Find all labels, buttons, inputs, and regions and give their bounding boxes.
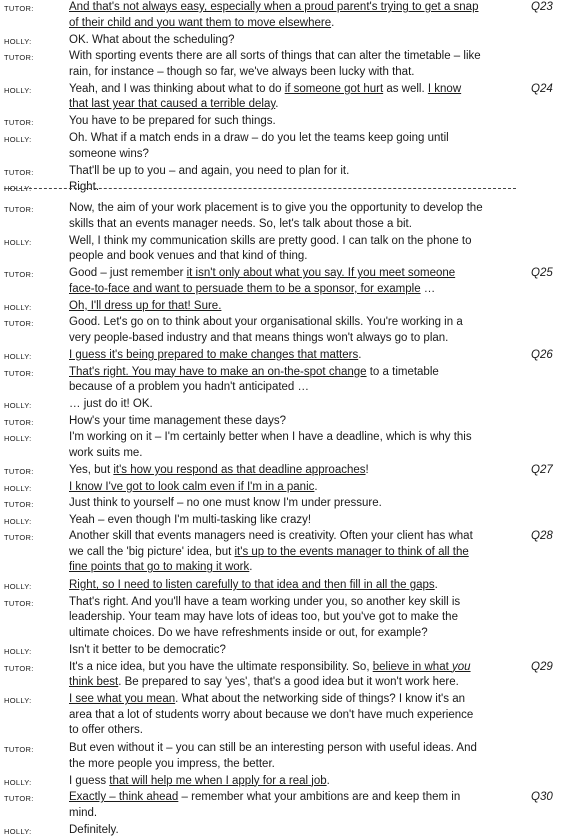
dialogue-text	[69, 790, 519, 821]
speaker-label: HOLLY:	[4, 401, 32, 411]
text-segment: to a timetable	[366, 365, 439, 378]
text-segment: to offer others.	[69, 724, 143, 737]
dialogue-line	[69, 806, 519, 822]
dialogue-text	[69, 164, 519, 180]
dialogue-line	[69, 660, 519, 676]
dialogue-line	[69, 147, 519, 163]
dialogue-line	[69, 282, 519, 298]
speaker-label: HOLLY:	[4, 237, 32, 247]
dialogue-text	[69, 348, 519, 364]
underlined-answer-text: Right, so I need to listen carefully to that idea and then fill in all the gaps	[69, 579, 435, 591]
dialogue-line	[69, 249, 519, 265]
dialogue-line	[69, 365, 519, 381]
underlined-answer-text: And that's not always easy, especially when a proud parent's trying to get a snap	[69, 1, 479, 13]
underlined-answer-text: it's up to the events manager to think of all the	[234, 545, 469, 558]
underlined-answer-text: of their child and you want them to move elsewhere	[69, 16, 332, 29]
dialogue-text	[69, 823, 519, 839]
dialogue-line	[69, 82, 519, 98]
text-segment: people and book venues and that kind of thing.	[69, 250, 308, 263]
dialogue-text	[69, 643, 519, 659]
speaker-label: TUTOR:	[4, 663, 34, 673]
dialogue-line	[69, 266, 519, 282]
text-segment: Yeah – even though I'm multi-tasking like crazy!	[69, 513, 312, 526]
dialogue-line	[69, 97, 519, 113]
dialogue-line	[69, 741, 519, 757]
text-segment: Another skill that events managers need is creativity. Often your client has what	[69, 530, 473, 543]
underlined-answer-text: I see what you mean	[69, 693, 176, 706]
speaker-label: HOLLY:	[4, 483, 32, 493]
text-segment: Good. Let's go on to think about your organisational skills. You're working in a	[69, 316, 463, 329]
text-segment: because of a problem you hadn't anticipated …	[69, 381, 310, 394]
underlined-answer-text: it's how you respond as that deadline approaches	[113, 464, 366, 476]
speaker-label: HOLLY:	[4, 516, 32, 526]
dialogue-text	[69, 595, 519, 642]
text-segment: That's right. And you'll have a team working under you, so another key skill is	[69, 595, 461, 608]
dialogue-text	[69, 33, 519, 49]
underlined-answer-text: I know I've got to look calm even if I'm in a panic	[69, 480, 315, 493]
dialogue-text	[69, 82, 519, 113]
text-segment: rain, for instance – though so far, we've always been lucky with that.	[69, 65, 415, 78]
dialogue-text	[69, 414, 519, 430]
speaker-label: TUTOR:	[4, 467, 34, 476]
text-segment: !	[365, 464, 369, 476]
speaker-label: TUTOR:	[4, 500, 34, 510]
text-segment: I'm working on it – I'm certainly better when I have a deadline, which is why this	[69, 431, 472, 444]
text-segment: Isn't it better to be democratic?	[69, 644, 226, 657]
dialogue-line	[69, 578, 519, 594]
text-segment: You have to be prepared for such things.	[69, 115, 276, 128]
text-segment: … just do it! OK.	[69, 398, 153, 411]
dialogue-line	[69, 414, 519, 430]
dialogue-line	[69, 234, 519, 250]
underlined-answer-text: I know	[427, 82, 462, 95]
speaker-label: TUTOR:	[4, 533, 34, 543]
dialogue-text	[69, 365, 519, 396]
text-segment: It's a nice idea, but you have the ultimate responsibility. So,	[69, 660, 373, 673]
dialogue-text	[69, 741, 519, 772]
text-segment: .	[331, 16, 335, 29]
dialogue-line	[69, 708, 519, 724]
text-segment: Now, the aim of your work placement is to give you the opportunity to develop the	[69, 202, 483, 214]
dialogue-text	[69, 201, 519, 232]
text-segment: we call the 'big picture' idea, but	[69, 545, 235, 558]
dialogue-line	[69, 610, 519, 626]
dialogue-text	[69, 131, 519, 162]
text-segment: . What about the networking side of things? I know it's an	[175, 693, 465, 706]
dialogue-line	[69, 823, 519, 839]
dialogue-line	[69, 131, 519, 147]
underlined-answer-text: you	[452, 660, 471, 673]
speaker-label: HOLLY:	[4, 582, 32, 591]
underlined-answer-text: think best	[69, 676, 119, 689]
dialogue-text	[69, 774, 519, 790]
speaker-label: TUTOR:	[4, 745, 34, 754]
underlined-answer-text: that will help me when I apply for a real job	[109, 774, 327, 787]
text-segment: Just think to yourself – no one must know I'm under pressure.	[69, 497, 382, 510]
dialogue-line	[69, 65, 519, 81]
dialogue-line	[69, 217, 519, 233]
dialogue-text	[69, 496, 519, 512]
underlined-answer-text: believe in what	[372, 660, 452, 673]
dialogue-line	[69, 348, 519, 364]
text-segment: .	[275, 98, 279, 111]
text-segment: …	[420, 282, 436, 295]
text-segment: Right.	[69, 181, 100, 194]
text-segment: ultimate choices. Do we have refreshments inside or out, for example?	[69, 626, 428, 639]
underlined-answer-text: if someone got hurt	[284, 82, 384, 95]
dialogue-line	[69, 595, 519, 611]
underlined-answer-text: Exactly – think ahead	[69, 791, 179, 804]
dialogue-text	[69, 0, 519, 31]
speaker-label: HOLLY:	[4, 647, 32, 657]
dialogue-text	[69, 266, 519, 297]
text-segment: But even without it – you can still be an interesting person with useful ideas. And	[69, 742, 477, 754]
speaker-label: HOLLY:	[4, 777, 32, 787]
text-segment: Yeah, and I was thinking about what to do	[69, 82, 285, 95]
text-segment: Well, I think my communication skills are pretty good. I can talk on the phone to	[69, 234, 472, 247]
question-number: Q26	[531, 349, 553, 361]
speaker-label: HOLLY:	[4, 36, 32, 46]
speaker-label: TUTOR:	[4, 794, 34, 804]
dialogue-text	[69, 480, 519, 496]
dialogue-line	[69, 49, 519, 65]
speaker-label: TUTOR:	[4, 205, 34, 214]
dialogue-text	[69, 234, 519, 265]
dialogue-text	[69, 692, 519, 739]
dialogue-line	[69, 446, 519, 462]
dialogue-line	[69, 430, 519, 446]
text-segment: someone wins?	[69, 147, 149, 160]
dialogue-line	[69, 757, 519, 773]
text-segment: With sporting events there are all sorts of things that can alter the timetable – like	[69, 50, 481, 63]
speaker-label: TUTOR:	[4, 4, 34, 13]
dialogue-text	[69, 315, 519, 346]
dialogue-text	[69, 578, 519, 594]
dialogue-text	[69, 397, 519, 413]
speaker-label: HOLLY:	[4, 302, 32, 312]
text-segment: I guess	[69, 774, 110, 787]
text-segment: the more people you impress, the better.	[69, 757, 275, 770]
dialogue-text	[69, 430, 519, 461]
underlined-answer-text: it isn't only about what you say. If you meet someone	[186, 267, 456, 280]
underlined-answer-text: that last year that caused a terrible delay	[69, 98, 276, 111]
speaker-label: HOLLY:	[4, 826, 32, 836]
dialogue-line	[69, 480, 519, 496]
dialogue-line	[69, 513, 519, 529]
dialogue-line	[69, 463, 519, 479]
text-segment: OK. What about the scheduling?	[69, 33, 235, 46]
text-segment: work suits me.	[69, 446, 143, 459]
dialogue-line	[69, 114, 519, 130]
text-segment: That'll be up to you – and again, you need to plan for it.	[69, 164, 350, 177]
speaker-label: TUTOR:	[4, 118, 34, 128]
speaker-label: HOLLY:	[4, 85, 32, 95]
dialogue-line	[69, 675, 519, 691]
speaker-label: HOLLY:	[4, 352, 32, 361]
text-segment: skills that an events manager needs. So, let's talk about those a bit.	[69, 217, 412, 230]
question-number: Q25	[531, 267, 553, 280]
text-segment: .	[314, 480, 318, 493]
dialogue-text	[69, 660, 519, 691]
dialogue-line	[69, 380, 519, 396]
dialogue-text	[69, 49, 519, 80]
dialogue-line	[69, 315, 519, 331]
text-segment: Good – just remember	[69, 267, 187, 280]
text-segment: .	[326, 774, 330, 787]
speaker-label: HOLLY:	[4, 696, 32, 706]
dialogue-line	[69, 164, 519, 180]
speaker-label: TUTOR:	[4, 270, 34, 280]
dialogue-line	[69, 626, 519, 642]
dialogue-text	[69, 513, 519, 529]
text-segment: .	[434, 579, 438, 591]
text-segment: .	[249, 561, 253, 574]
speaker-label: TUTOR:	[4, 167, 34, 177]
speaker-label: HOLLY:	[4, 434, 32, 444]
dialogue-line	[69, 643, 519, 659]
speaker-label: TUTOR:	[4, 53, 34, 63]
dialogue-text	[69, 463, 519, 479]
speaker-label: TUTOR:	[4, 319, 34, 329]
dialogue-line	[69, 529, 519, 545]
dialogue-line	[69, 299, 519, 315]
question-number: Q27	[531, 464, 553, 476]
question-number: Q24	[531, 82, 553, 95]
dialogue-line	[69, 723, 519, 739]
dialogue-line	[69, 545, 519, 561]
speaker-label: HOLLY:	[4, 135, 32, 144]
speaker-label: HOLLY:	[4, 184, 32, 194]
dialogue-text	[69, 114, 519, 130]
underlined-answer-text: face-to-face and want to persuade them to be a sponsor, for example	[69, 282, 421, 295]
text-segment: . Be prepared to say 'yes', that's a good idea but it won't work here.	[118, 676, 459, 689]
text-segment: Yes, but	[69, 464, 114, 476]
underlined-answer-text: I guess it's being prepared to make changes that matters	[69, 349, 359, 361]
text-segment: very people-based industry and that means things won't always go to plan.	[69, 331, 449, 344]
underlined-answer-text: Oh, I'll dress up for that! Sure.	[69, 299, 222, 312]
dialogue-line	[69, 0, 519, 16]
dialogue-text	[69, 299, 519, 315]
question-number: Q29	[531, 660, 553, 673]
speaker-label: TUTOR:	[4, 417, 34, 427]
dialogue-line	[69, 692, 519, 708]
dialogue-line	[69, 560, 519, 576]
text-segment: Oh. What if a match ends in a draw – do you let the teams keep going until	[69, 132, 449, 144]
text-segment: as well.	[383, 82, 428, 95]
question-number: Q28	[531, 530, 553, 543]
question-number: Q23	[531, 1, 553, 13]
text-segment: leadership. Your team may have lots of ideas too, but you've got to make the	[69, 611, 458, 624]
dialogue-line	[69, 33, 519, 49]
text-segment: How's your time management these days?	[69, 414, 286, 427]
dialogue-line	[69, 496, 519, 512]
dialogue-line	[69, 774, 519, 790]
text-segment: Definitely.	[69, 823, 119, 836]
text-segment: .	[358, 349, 362, 361]
dialogue-line	[69, 16, 519, 32]
text-segment: mind.	[69, 806, 98, 819]
dialogue-text	[69, 529, 519, 576]
text-segment: area that a lot of students worry about because we don't have much experience	[69, 708, 474, 721]
dialogue-line	[69, 331, 519, 347]
speaker-label: TUTOR:	[4, 598, 34, 608]
question-number: Q30	[531, 791, 553, 804]
dialogue-line	[69, 397, 519, 413]
dialogue-line	[69, 790, 519, 806]
speaker-label: TUTOR:	[4, 368, 34, 378]
underlined-answer-text: That's right. You may have to make an on-the-spot change	[69, 365, 367, 378]
text-segment: – remember what your ambitions are and keep them in	[178, 791, 461, 804]
underlined-answer-text: fine points that go to making it work	[69, 561, 250, 574]
section-divider	[4, 188, 516, 189]
dialogue-line	[69, 201, 519, 217]
